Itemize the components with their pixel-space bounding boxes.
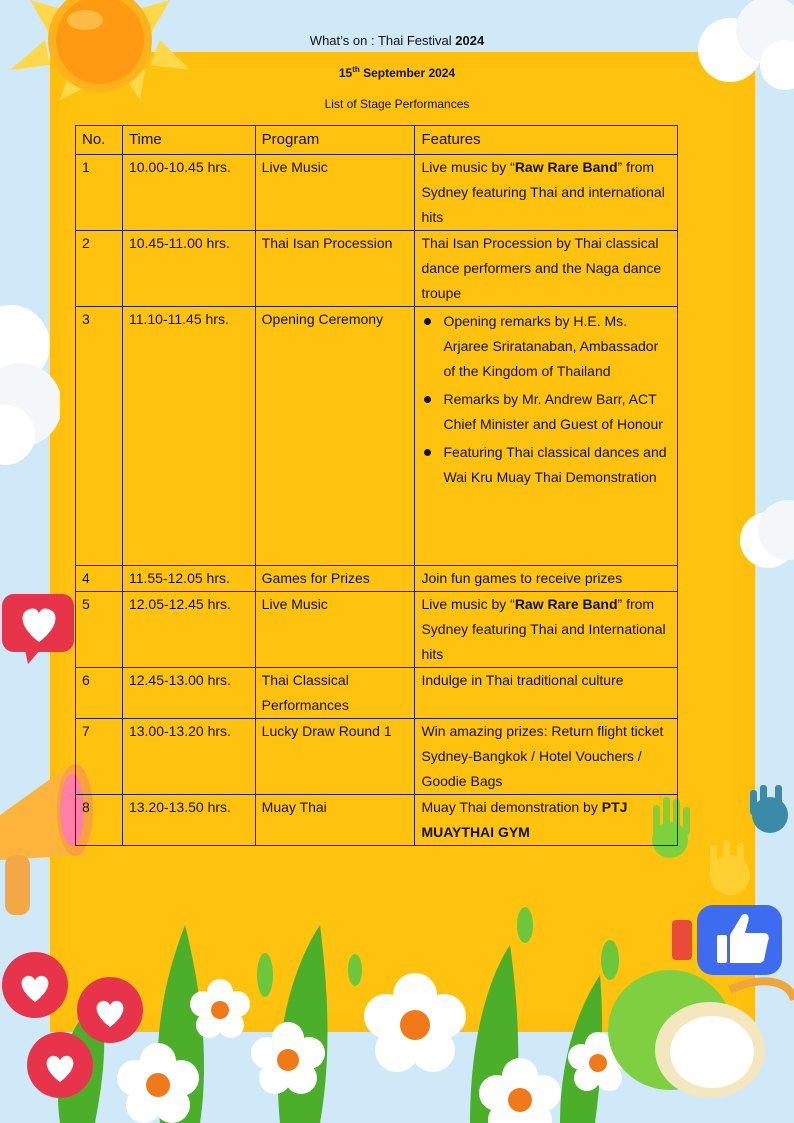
list-item: Opening remarks by H.E. Ms. Arjaree Sriratanaban, Ambassador of the Kingdom of Thailand xyxy=(443,309,671,384)
table-row xyxy=(76,307,678,566)
cell-no: 6 xyxy=(76,668,123,719)
cell-program: Muay Thai xyxy=(255,795,415,846)
cloud-icon xyxy=(738,495,794,585)
cell-features: Indulge in Thai traditional culture xyxy=(415,668,678,719)
cell-features xyxy=(415,307,678,566)
cloud-icon xyxy=(0,295,60,465)
column-header-time: Time xyxy=(122,126,255,155)
cell-program: Games for Prizes xyxy=(255,566,415,592)
table-row xyxy=(76,592,678,668)
cell-no: 3 xyxy=(76,307,123,566)
cell-time: 13.00-13.20 hrs. xyxy=(122,719,255,795)
cell-program: Live Music xyxy=(255,592,415,668)
cell-program: Opening Ceremony xyxy=(255,307,415,566)
page-title: What’s on : Thai Festival 2024 xyxy=(309,33,485,48)
table-row xyxy=(76,719,678,795)
column-header-features: Features xyxy=(415,126,678,155)
flower-garden-illustration xyxy=(0,905,794,1123)
title-year: 2024 xyxy=(455,33,485,48)
column-header-no: No. xyxy=(76,126,123,155)
cell-features: Muay Thai demonstration by PTJ MUAYTHAI GYM xyxy=(415,795,678,846)
list-subtitle: List of Stage Performances xyxy=(324,97,470,111)
cell-features: Live music by “Raw Rare Band” from Sydney featuring Thai and international hits xyxy=(415,155,678,231)
cell-no: 7 xyxy=(76,719,123,795)
cell-time: 11.55-12.05 hrs. xyxy=(122,566,255,592)
cell-time: 12.45-13.00 hrs. xyxy=(122,668,255,719)
table-row xyxy=(76,795,678,846)
event-date: 15th September 2024 xyxy=(338,65,456,80)
cell-features: Join fun games to receive prizes xyxy=(415,566,678,592)
coconut xyxy=(608,970,794,1098)
cell-no: 1 xyxy=(76,155,123,231)
cell-features: Win amazing prizes: Return flight ticket Sydney-Bangkok / Hotel Vouchers / Goodie Bags xyxy=(415,719,678,795)
cell-program: Lucky Draw Round 1 xyxy=(255,719,415,795)
cell-program: Thai Isan Procession xyxy=(255,231,415,307)
cell-no: 2 xyxy=(76,231,123,307)
table-row xyxy=(76,155,678,231)
cell-time: 12.05-12.45 hrs. xyxy=(122,592,255,668)
cell-time: 10.45-11.00 hrs. xyxy=(122,231,255,307)
table-row xyxy=(76,231,678,307)
cell-no: 8 xyxy=(76,795,123,846)
column-header-program: Program xyxy=(255,126,415,155)
cell-time: 11.10-11.45 hrs. xyxy=(122,307,255,566)
cell-no: 5 xyxy=(76,592,123,668)
table-header-row xyxy=(76,126,678,155)
cell-no: 4 xyxy=(76,566,123,592)
list-item: Remarks by Mr. Andrew Barr, ACT Chief Minister and Guest of Honour xyxy=(443,387,671,437)
cell-features: Live music by “Raw Rare Band” from Sydney featuring Thai and International hits xyxy=(415,592,678,668)
cell-program: Thai Classical Performances xyxy=(255,668,415,719)
table-row xyxy=(76,566,678,592)
cell-time: 13.20-13.50 hrs. xyxy=(122,795,255,846)
table-row xyxy=(76,668,678,719)
cell-program: Live Music xyxy=(255,155,415,231)
list-item: Featuring Thai classical dances and Wai Kru Muay Thai Demonstration xyxy=(443,440,671,490)
heart-reaction-icon xyxy=(0,592,78,667)
performances-table xyxy=(75,125,678,846)
bullet-list xyxy=(421,309,671,490)
cell-features: Thai Isan Procession by Thai classical dance performers and the Naga dance troupe xyxy=(415,231,678,307)
cell-time: 10.00-10.45 hrs. xyxy=(122,155,255,231)
